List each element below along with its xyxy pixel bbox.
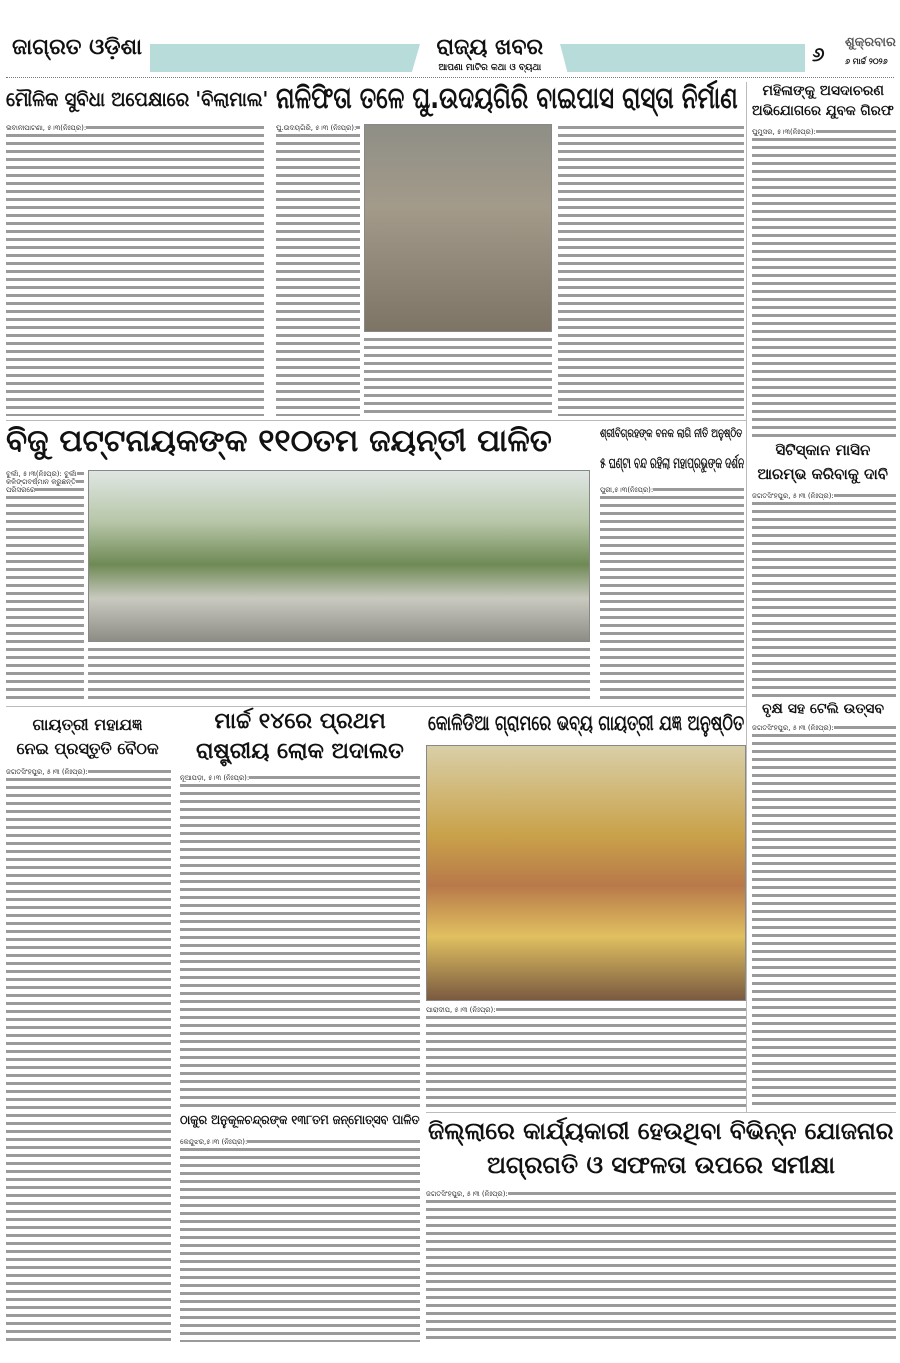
dateline: ପୁରୀ,୫।୩(ନିଃପ୍ର):: [600, 486, 654, 494]
date: ୬ ମାର୍ଚ୍ଚ ୨୦୨୬: [845, 57, 888, 66]
divider: [6, 420, 746, 421]
headline-tree: ବୃକ୍ଷ ସହ ଟେଲି ଉତ୍ସବ: [762, 701, 884, 717]
divider: [6, 706, 746, 707]
article-body-bypass-cont: [364, 336, 552, 416]
headline-arrest-2: ଅଭିଯୋଗରେ ଯୁବକ ଗିରଫ: [752, 103, 894, 119]
dateline: ଘୁମୁସର, ୫।୩(ନିଃପ୍ର):: [752, 128, 816, 136]
tagline: ଆପଣା ମାଟିର କଥା ଓ ବ୍ୟଥା: [438, 63, 542, 73]
dateline: ଘୁ.ଉଦୟଗିରି, ୫।୩ (ନିଃପ୍ର):: [276, 124, 357, 132]
article-body-puri: [600, 486, 744, 702]
article-body-review: [426, 1190, 896, 1342]
dateline: ଭବାନୀପାଟଣା, ୫।୩(ନିଃପ୍ର):: [6, 124, 87, 132]
biju-statue-event-photo: [88, 470, 590, 642]
headline-biju: ବିଜୁ ପଟ୍ଟନାୟକଙ୍କ ୧୧୦ତମ ଜୟନ୍ତୀ ପାଳିତ: [6, 423, 552, 459]
headline-puri: ୫ ଘଣ୍ଟା ବନ୍ଦ ରହିଲା ମହାପ୍ରଭୁଙ୍କ ଦର୍ଶନ: [600, 454, 745, 472]
headline-ctscan-1: ସିଟିସ୍କାନ ମାସିନ: [775, 441, 871, 459]
dateline: ଜଗତସିଂହପୁର, ୫।୩ (ନିଃପ୍ର):: [752, 724, 834, 732]
article-body-bilamal: [6, 124, 264, 416]
dateline: ଜଗତସିଂହପୁର, ୫।୩ (ନିଃପ୍ର):: [6, 768, 88, 776]
headline-gayatri-meet-2: ନେଇ ପ୍ରସ୍ତୁତି ବୈଠକ: [16, 739, 159, 758]
article-body-biju-cont: [88, 646, 590, 702]
newspaper-logo: ଜାଗ୍ରତ ଓଡ଼ିଶା: [12, 35, 142, 60]
dateline: ଜଗତସିଂହପୁର, ୫।୩ (ନିଃପ୍ର):: [426, 1190, 508, 1198]
section-title: ରାଜ୍ୟ ଖବର: [436, 35, 544, 60]
article-body-tree: [752, 724, 896, 1110]
article-body-lokadalat: [180, 774, 420, 1108]
headline-koldia: କୋଳିଡିଆ ଗ୍ରାମରେ ଭବ୍ୟ ଗାୟତ୍ରୀ ଯଜ୍ଞ ଅନୁଷ୍ଠିତ: [428, 711, 745, 735]
headline-review-2: ଅଗ୍ରଗତି ଓ ସଫଳତା ଉପରେ ସମୀକ୍ଷା: [487, 1151, 836, 1179]
headline-arrest-1: ମହିଳାଙ୍କୁ ଅସଦାଚରଣ: [762, 83, 884, 99]
article-body-koldia: [426, 1006, 746, 1108]
article-body-arrest: [752, 128, 896, 438]
headline-ctscan-2: ଆରମ୍ଭ କରିବାକୁ ଦାବି: [757, 465, 889, 483]
article-body-bypass: [276, 124, 360, 416]
headline-lokadalat-1: ମାର୍ଚ୍ଚ ୧୪ରେ ପ୍ରଥମ: [214, 709, 386, 734]
road-construction-photo: [364, 124, 552, 332]
article-body-anukul: [180, 1138, 420, 1342]
headline-anukul: ଠାକୁର ଅନୁକୂଳଚନ୍ଦ୍ରଙ୍କ ୧୩୮ତମ ଜନ୍ମୋତ୍ସବ ପାଳିତ: [180, 1113, 420, 1128]
header-band-left: [150, 44, 420, 72]
page-number: ୬: [812, 42, 825, 66]
day: ଶୁକ୍ରବାର: [845, 35, 896, 50]
dateline: କେନ୍ଦୁଝର,୫।୩ (ନିଃପ୍ର):: [180, 1138, 248, 1146]
column-divider: [746, 82, 747, 1112]
dateline: ପାରାଦୀପ, ୫।୩ (ନିଃପ୍ର):: [426, 1006, 496, 1014]
dateline: ନୂଆପଡ଼ା, ୫।୩ (ନିଃପ୍ର):: [180, 774, 250, 782]
headline-bypass: ନାଳିଫିତା ତଳେ ଘୁ.ଉଦୟଗିରି ବାଇପାସ ରାସ୍ତା ନିର୍ମାଣ: [276, 81, 738, 116]
article-body-ctscan: [752, 492, 896, 698]
article-body-biju: [6, 470, 84, 702]
header-divider: [6, 77, 894, 78]
headline-review-1: ଜିଲ୍ଲାରେ କାର୍ଯ୍ୟକାରୀ ହେଉଥିବା ବିଭିନ୍ନ ଯୋଜନାର: [428, 1117, 894, 1145]
article-body-gayatri-meet: [6, 768, 171, 1342]
divider: [426, 1112, 896, 1113]
dateline: ବୁର୍ଲା, ୫।୩(ନିଃପ୍ର): ବୁର୍ଲା କଳିଙ୍ଗବର୍ଷ୍ମାନ କରୁଛନ୍ତି ପରିସରରେ: [6, 470, 77, 494]
header-band-right: [560, 44, 805, 72]
gayatri-yajna-photo: [426, 745, 746, 1001]
article-body-bypass-cont2: [558, 124, 744, 416]
headline-lokadalat-2: ରାଷ୍ଟ୍ରୀୟ ଲୋକ ଅଦାଲତ: [196, 739, 404, 764]
headline-bilamal: ମୌଳିକ ସୁବିଧା ଅପେକ୍ଷାରେ 'ବିଲାମାଲ': [6, 87, 269, 111]
headline-gayatri-meet-1: ଗାୟତ୍ରୀ ମହାଯଜ୍ଞ: [32, 715, 143, 734]
kicker-puri: ଶ୍ରୀବିଗ୍ରହଙ୍କ ବନକ ଲାଗି ନୀତି ଅନୁଷ୍ଠିତ: [600, 426, 743, 440]
dateline: ଜଗତସିଂହପୁର, ୫।୩ (ନିଃପ୍ର):: [752, 492, 834, 500]
